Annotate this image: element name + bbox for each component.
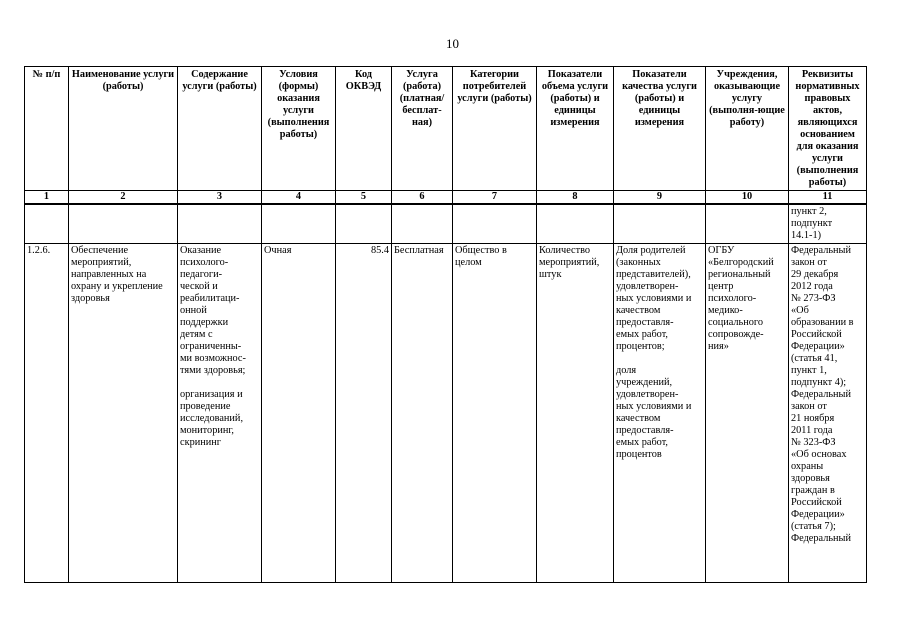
cont-legal-cell <box>789 204 867 244</box>
row-volume: Количество мероприятий, штук <box>537 244 614 583</box>
cont-cell <box>262 204 336 244</box>
row-category: Общество в целом <box>453 244 537 583</box>
header-volume: Показатели объема услуги (работы) и единицы измерения <box>537 67 614 191</box>
column-number: 10 <box>706 191 789 205</box>
cont-cell <box>25 204 69 244</box>
cont-cell <box>178 204 262 244</box>
row-legal: Федеральный закон от 29 декабря 2012 года № 273-ФЗ «Об образовании в Российской Федерации» (статья 41, пункт 1, подпункт 4); Федеральный закон от 21 ноября 2011 года № 323-ФЗ «Об основах охраны здоровья граждан в Российской Федерации» (статья 7); Федеральный <box>789 244 867 583</box>
header-num: № п/п <box>25 67 69 191</box>
column-number: 9 <box>614 191 706 205</box>
header-institution: Учреждения, оказывающие услугу (выполня-ющие работу) <box>706 67 789 191</box>
row-content: Оказание психолого- педагоги- ческой и реабилитаци- онной поддержки детям с ограниченны- ми возможнос- тями здоровья; организация и проведение исследований, мониторинг, скрининг <box>178 244 262 583</box>
table-row <box>25 244 867 583</box>
header-content: Содержание услуги (работы) <box>178 67 262 191</box>
row-institution: ОГБУ «Белгородский региональный центр психолого- медико- социального сопровожде- ния» <box>706 244 789 583</box>
cont-legal-text: пункт 2, подпункт 14.1-1) <box>791 206 833 241</box>
cont-cell <box>537 204 614 244</box>
column-number: 3 <box>178 191 262 205</box>
row-name: Обеспечение мероприятий, направленных на охрану и укрепление здоровья <box>69 244 178 583</box>
column-number: 1 <box>25 191 69 205</box>
cont-cell <box>392 204 453 244</box>
page-number: 10 <box>446 36 459 51</box>
row-paid: Бесплатная <box>392 244 453 583</box>
column-number: 7 <box>453 191 537 205</box>
services-table <box>24 66 867 583</box>
header-conditions: Условия (формы) оказания услуги (выполнения работы) <box>262 67 336 191</box>
column-number: 11 <box>789 191 867 205</box>
row-num: 1.2.6. <box>25 244 69 583</box>
header-quality: Показатели качества услуги (работы) и единицы измерения <box>614 67 706 191</box>
row-okved: 85.4 <box>336 244 392 583</box>
cont-cell <box>336 204 392 244</box>
header-legal: Реквизиты нормативных правовых актов, являющихся основанием для оказания услуги (выполнения работы) <box>789 67 867 191</box>
column-number: 5 <box>336 191 392 205</box>
header-row <box>25 67 867 191</box>
cont-cell <box>614 204 706 244</box>
column-number: 4 <box>262 191 336 205</box>
column-number: 8 <box>537 191 614 205</box>
column-number-row <box>25 191 867 205</box>
cont-cell <box>706 204 789 244</box>
column-number: 2 <box>69 191 178 205</box>
cont-cell <box>69 204 178 244</box>
header-paid: Услуга (работа) (платная/ бесплат-ная) <box>392 67 453 191</box>
header-category: Категории потребителей услуги (работы) <box>453 67 537 191</box>
header-okved: Код ОКВЭД <box>336 67 392 191</box>
continuation-row <box>25 204 867 244</box>
row-conditions: Очная <box>262 244 336 583</box>
cont-cell <box>453 204 537 244</box>
header-name: Наименование услуги (работы) <box>69 67 178 191</box>
row-quality: Доля родителей (законных представителей), удовлетворен- ных условиями и качеством предоставля- емых работ, процентов; доля учреждений, удовлетворен- ных условиями и качеством предоставля- емых работ, процентов <box>614 244 706 583</box>
column-number: 6 <box>392 191 453 205</box>
